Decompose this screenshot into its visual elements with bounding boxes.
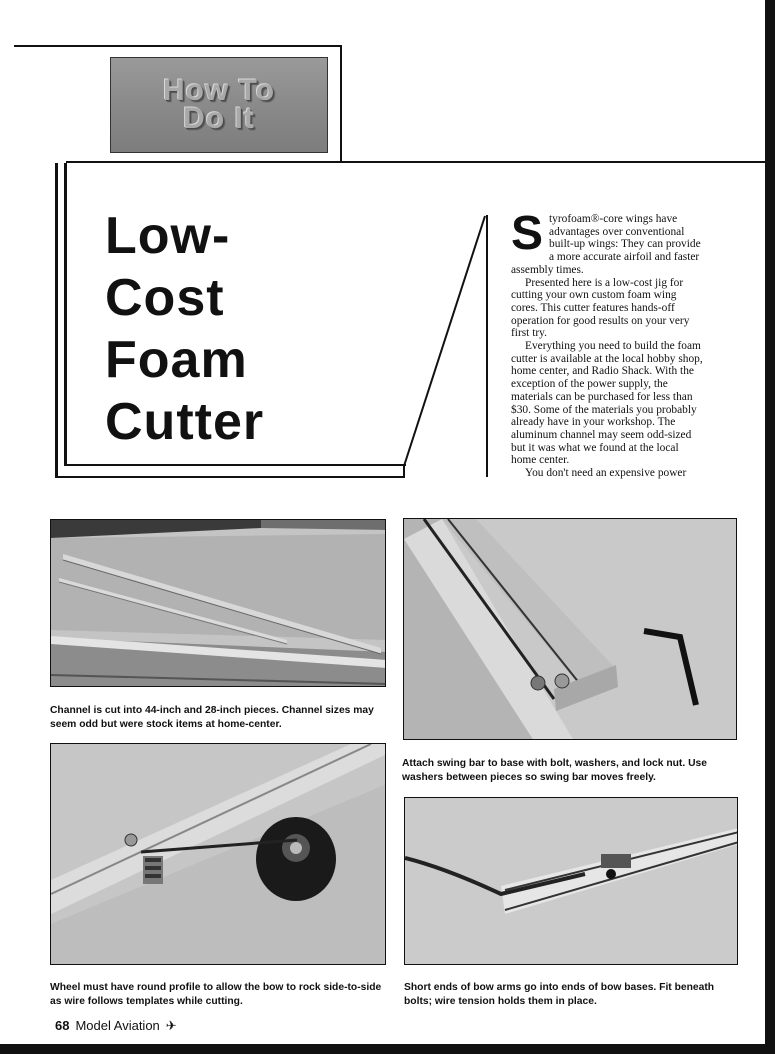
caption-photo-1: Channel is cut into 44-inch and 28-inch pieces. Channel sizes may seem odd but were stock items at home-center. [50, 705, 374, 730]
page-number: 68 [55, 1018, 70, 1033]
title-line-4: Cutter [105, 393, 265, 451]
photo-wheel [50, 743, 386, 965]
frame-line [55, 163, 58, 476]
caption-photo-3: Wheel must have round profile to allow the bow to rock side-to-side as wire follows templates while cutting. [50, 982, 382, 1007]
airplane-icon: ✈ [165, 1018, 177, 1033]
frame-line [14, 45, 342, 47]
article-title [105, 205, 425, 453]
title-line-2: Cost [105, 269, 225, 327]
photo-swing-bar [403, 518, 737, 740]
title-line-3: Foam [105, 331, 248, 389]
frame-line [64, 163, 67, 466]
frame-line [55, 476, 405, 478]
magazine-name: Model Aviation [75, 1018, 160, 1033]
how-to-do-it-banner [110, 57, 328, 153]
banner-line-1: How To [162, 74, 276, 107]
article-body [511, 207, 706, 480]
caption-photo-2: Attach swing bar to base with bolt, washers, and lock nut. Use washers between pieces so swing bar moves freely. [402, 758, 707, 783]
frame-line [64, 464, 406, 466]
photo-channel-pieces [50, 519, 386, 687]
drop-cap: S [511, 207, 544, 260]
article-paragraph: Presented here is a low-cost jig for cutting your own custom foam wing cores. This cutter features hands-off operation for good results on your very first try. [511, 276, 690, 340]
frame-line [340, 45, 342, 163]
banner-line-2: Do It [183, 102, 255, 135]
page-edge [765, 0, 775, 1054]
page-edge [0, 1044, 775, 1054]
frame-line [66, 161, 765, 163]
photo-bow-base [404, 797, 738, 965]
article-paragraph: Styrofoam®-core wings have advantages over conventional built-up wings: They can provide a more accurate airfoil and faster assembly times. [511, 207, 701, 276]
article-paragraph: You don't need an expensive power [525, 467, 687, 480]
caption-photo-4: Short ends of bow arms go into ends of bow bases. Fit beneath bolts; wire tension holds them in place. [404, 982, 715, 1007]
article-paragraph: Everything you need to build the foam cutter is available at the local hobby shop, home center, and Radio Shack. With the exception of the power supply, the materials can be purchased for less than $30. Some of the materials you probably already have in your workshop. The aluminum channel may seem odd-sized but it was what we found at the local home center. [511, 340, 703, 467]
title-line-1: Low- [105, 207, 231, 265]
page-footer [55, 1018, 177, 1034]
